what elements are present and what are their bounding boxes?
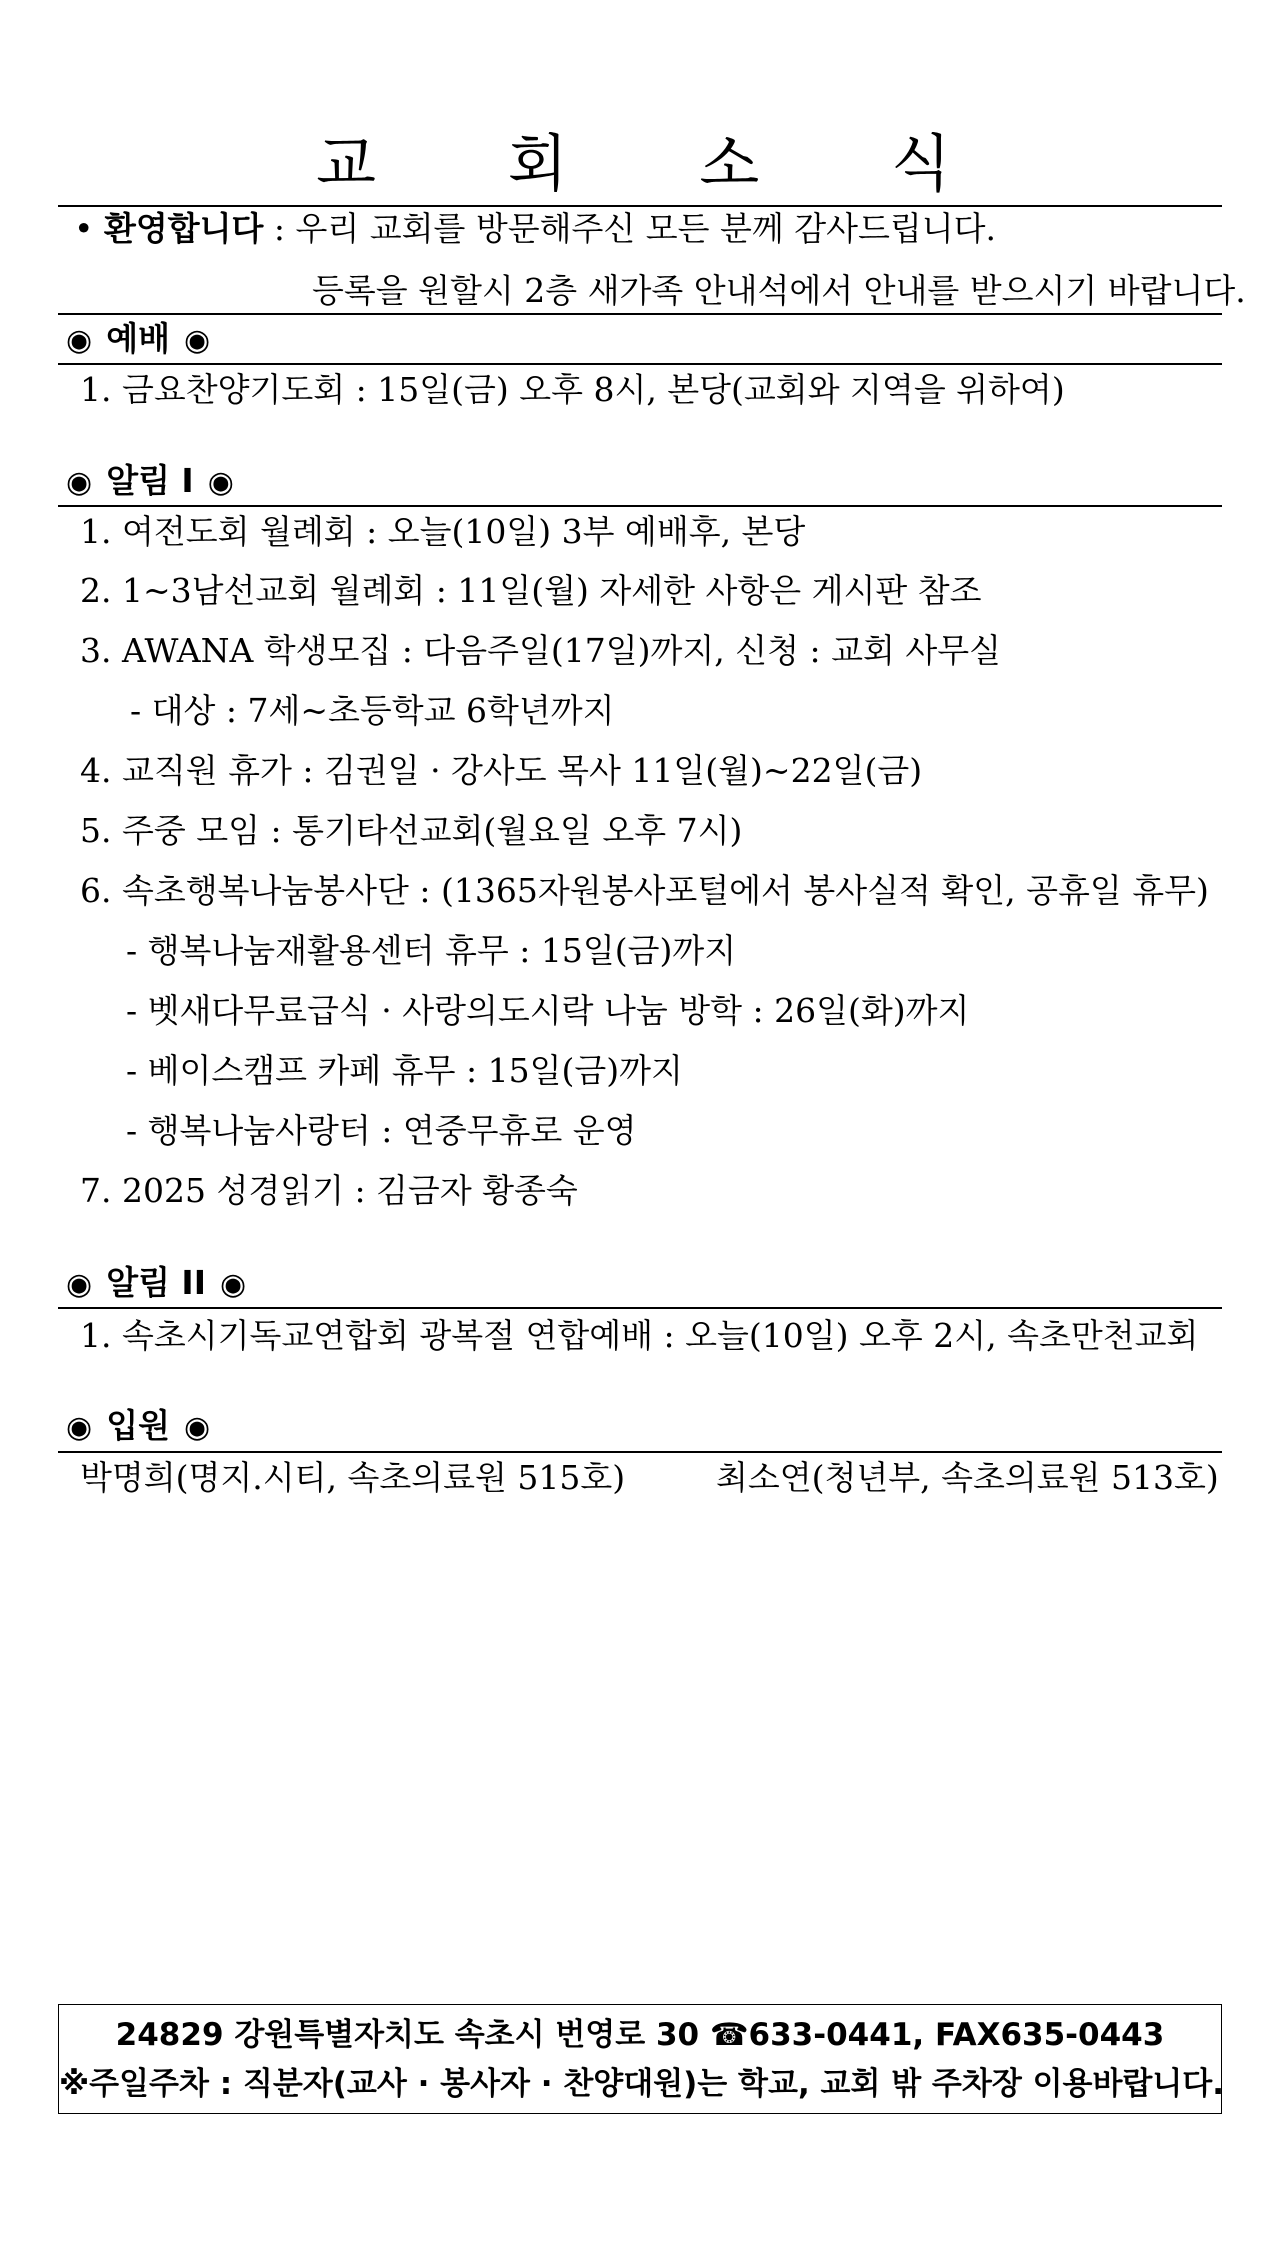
- notice-item: 2. 1~3남선교회 월례회 : 11일(월) 자세한 사항은 게시판 참조: [80, 571, 982, 610]
- welcome-label: 환영합니다: [103, 209, 264, 248]
- section-heading-notice-2: [66, 1262, 246, 1306]
- notice-subitem: - 행복나눔사랑터 : 연중무휴로 운영: [126, 1111, 637, 1150]
- target-icon: ◉: [220, 1267, 247, 1302]
- welcome-separator: :: [263, 209, 296, 248]
- section-rule: [58, 1307, 1222, 1309]
- section-label: 알림 II: [106, 1263, 206, 1302]
- notice-item: 3. AWANA 학생모집 : 다음주일(17일)까지, 신청 : 교회 사무실: [80, 631, 1001, 670]
- welcome-rule: [58, 313, 1222, 315]
- section-rule: [58, 363, 1222, 365]
- page-title: 교 회 소 식: [316, 127, 1007, 200]
- target-icon: ◉: [183, 323, 211, 358]
- section-heading-notice-1: [66, 460, 234, 504]
- footer-box: [58, 2004, 1225, 2114]
- worship-item: 1. 금요찬양기도회 : 15일(금) 오후 8시, 본당(교회와 지역을 위하여): [80, 370, 1065, 409]
- notice-subitem: - 행복나눔재활용센터 휴무 : 15일(금)까지: [126, 931, 737, 970]
- notice-item: 6. 속초행복나눔봉사단 : (1365자원봉사포털에서 봉사실적 확인, 공휴일 휴무): [80, 871, 1209, 910]
- notice-item: 4. 교직원 휴가 : 김권일 · 강사도 목사 11일(월)~22일(금): [80, 751, 923, 790]
- section-rule: [58, 1451, 1222, 1453]
- welcome-text-2: 등록을 원할시 2층 새가족 안내석에서 안내를 받으시기 바랍니다.: [312, 271, 1246, 310]
- target-icon: ◉: [66, 1267, 93, 1302]
- footer-address: 24829 강원특별자치도 속초시 번영로 30 ☎633-0441, FAX635-0443: [115, 2017, 1165, 2053]
- target-icon: ◉: [66, 323, 93, 358]
- notice-subitem: - 벳새다무료급식 · 사랑의도시락 나눔 방학 : 26일(화)까지: [126, 991, 970, 1030]
- section-label: 알림 I: [106, 461, 194, 500]
- hospital-patient-right: 최소연(청년부, 속초의료원 513호): [716, 1458, 1219, 1497]
- target-icon: ◉: [207, 465, 234, 500]
- welcome-text-1: 우리 교회를 방문해주신 모든 분께 감사드립니다.: [295, 209, 996, 248]
- target-icon: ◉: [183, 1410, 211, 1445]
- notice-subitem: - 대상 : 7세~초등학교 6학년까지: [130, 691, 615, 730]
- notice-item: 7. 2025 성경읽기 : 김금자 황종숙: [80, 1171, 578, 1210]
- hospital-patient-left: 박명희(명지.시티, 속초의료원 515호): [80, 1458, 626, 1497]
- section-label: 입원: [106, 1406, 170, 1445]
- notice-subitem: - 베이스캠프 카페 휴무 : 15일(금)까지: [126, 1051, 683, 1090]
- target-icon: ◉: [66, 1410, 93, 1445]
- target-icon: ◉: [66, 465, 93, 500]
- footer-parking-notice: ※주일주차 : 직분자(교사 · 봉사자 · 찬양대원)는 학교, 교회 밖 주차장 이용바랍니다.: [59, 2066, 1225, 2102]
- notice-item: 1. 여전도회 월례회 : 오늘(10일) 3부 예배후, 본당: [80, 512, 806, 551]
- notice-item: 5. 주중 모임 : 통기타선교회(월요일 오후 7시): [80, 811, 743, 850]
- title-rule: [58, 205, 1222, 207]
- welcome-line-1: [74, 208, 996, 250]
- notice-2-item: 1. 속초시기독교연합회 광복절 연합예배 : 오늘(10일) 오후 2시, 속초만천교회: [80, 1316, 1199, 1355]
- section-label: 예배: [106, 319, 170, 358]
- section-heading-hospital: [66, 1405, 210, 1449]
- bullet-icon: •: [74, 209, 94, 248]
- section-rule: [58, 505, 1222, 507]
- section-heading-worship: [66, 318, 210, 362]
